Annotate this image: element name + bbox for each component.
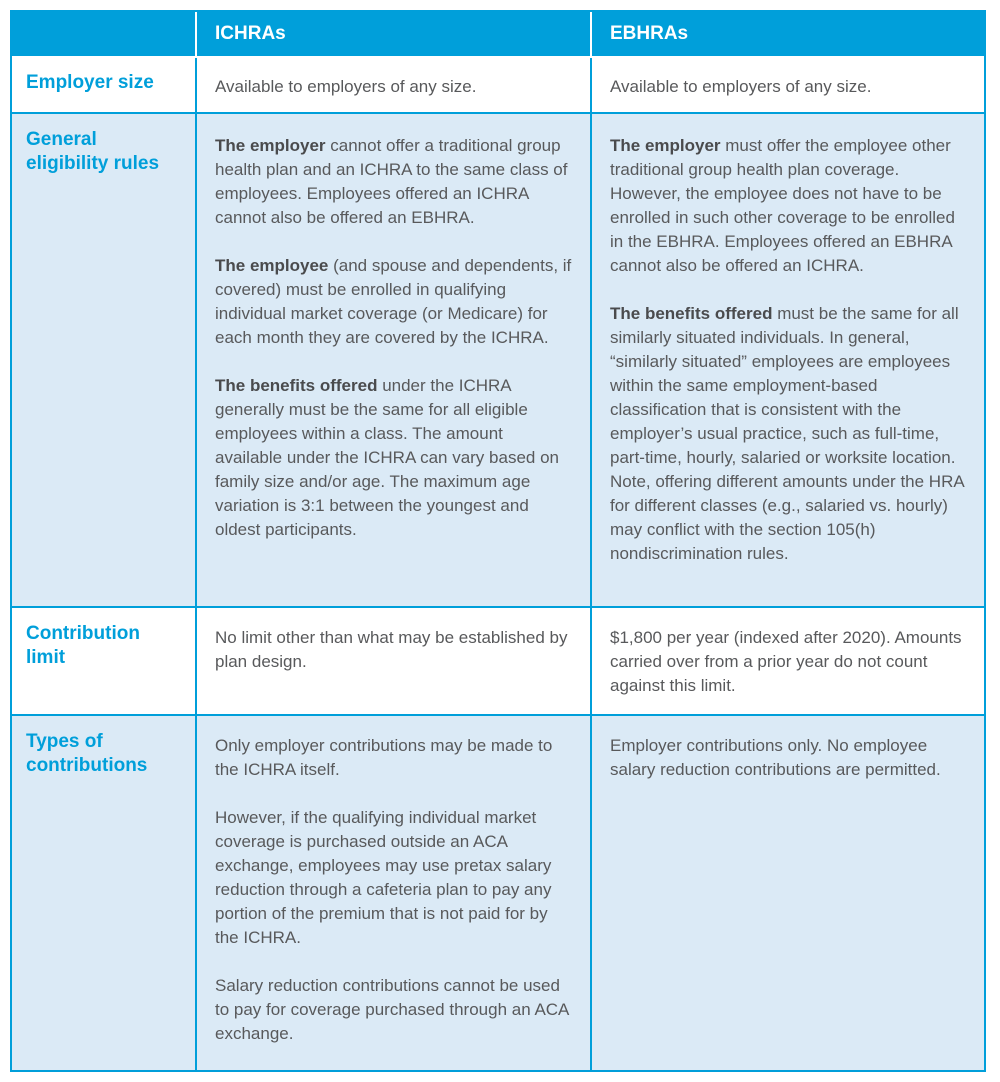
ebhra-cell (592, 716, 984, 1070)
bold-lead: The employer (610, 136, 721, 155)
ebhra-cell (592, 58, 984, 112)
paragraph (215, 254, 572, 350)
ichra-cell (197, 716, 592, 1070)
paragraph (215, 134, 572, 230)
paragraph-text: (and spouse and dependents, if covered) must be enrolled in qualifying individual market coverage (or Medicare) for each month they are covered by the ICHRA. (215, 256, 572, 347)
comparison-table (10, 10, 986, 1072)
paragraph-text: Employer contributions only. No employee salary reduction contributions are permitted. (610, 736, 941, 779)
paragraph (215, 374, 572, 542)
bold-lead: The benefits offered (215, 376, 378, 395)
paragraph-text: under the ICHRA generally must be the same for all eligible employees within a class. The amount available under the ICHRA can vary based on family size and/or age. The maximum age variation is 3:1 between the youngest and oldest participants. (215, 376, 559, 539)
ebhra-cell (592, 608, 984, 714)
ichra-cell (197, 114, 592, 606)
paragraph (610, 75, 966, 99)
row-general-eligibility (12, 114, 984, 608)
paragraph (215, 734, 572, 782)
header-empty-cell (12, 12, 197, 56)
paragraph-text: Available to employers of any size. (610, 77, 872, 96)
row-label: Employer size (12, 58, 197, 112)
paragraph-text: must offer the employee other traditional group health plan coverage. However, the employee does not have to be enrolled in such other coverage to be enrolled in the EBHRA. Employees offered an EBHRA cannot also be offered an ICHRA. (610, 136, 955, 275)
row-label: General eligibility rules (12, 114, 197, 606)
paragraph (215, 75, 572, 99)
row-employer-size (12, 58, 984, 114)
paragraph (610, 302, 966, 566)
paragraph (215, 974, 572, 1046)
row-contribution-limit (12, 608, 984, 716)
header-ebhras: EBHRAs (610, 23, 689, 44)
header-ichras: ICHRAs (197, 12, 592, 56)
bold-lead: The employer (215, 136, 326, 155)
row-label: Contribution limit (12, 608, 197, 714)
paragraph-text: cannot offer a traditional group health plan and an ICHRA to the same class of employees. Employees offered an ICHRA cannot also be offered an EBHRA. (215, 136, 568, 227)
paragraph (215, 626, 572, 674)
table-header-row (12, 12, 984, 58)
ichra-cell (197, 58, 592, 112)
paragraph-text: Salary reduction contributions cannot be used to pay for coverage purchased through an ACA exchange. (215, 976, 569, 1043)
ichra-cell (197, 608, 592, 714)
paragraph-text: However, if the qualifying individual market coverage is purchased outside an ACA exchange, employees may use pretax salary reduction through a cafeteria plan to pay any portion of the premium that is not paid for by the ICHRA. (215, 808, 552, 947)
paragraph (610, 626, 966, 698)
paragraph-text: Available to employers of any size. (215, 77, 477, 96)
row-label: Types of contributions (12, 716, 197, 1070)
paragraph-text: Only employer contributions may be made to the ICHRA itself. (215, 736, 553, 779)
paragraph-text: must be the same for all similarly situated individuals. In general, “similarly situated” employees are employees within the same employment-based classification that is consistent with the employer’s usual practice, such as full-time, part-time, hourly, salaried or worksite location. Note, offering different amounts under the HRA for different classes (e.g., salaried vs. hourly) may conflict with the section 105(h) nondiscrimination rules. (610, 304, 964, 563)
bold-lead: The employee (215, 256, 329, 275)
paragraph (610, 734, 966, 782)
paragraph-text: $1,800 per year (indexed after 2020). Amounts carried over from a prior year do not count against this limit. (610, 628, 962, 695)
ebhra-cell (592, 114, 984, 606)
bold-lead: The benefits offered (610, 304, 773, 323)
paragraph-text: No limit other than what may be established by plan design. (215, 628, 568, 671)
paragraph (215, 806, 572, 950)
row-types-of-contributions (12, 716, 984, 1070)
paragraph (610, 134, 966, 278)
